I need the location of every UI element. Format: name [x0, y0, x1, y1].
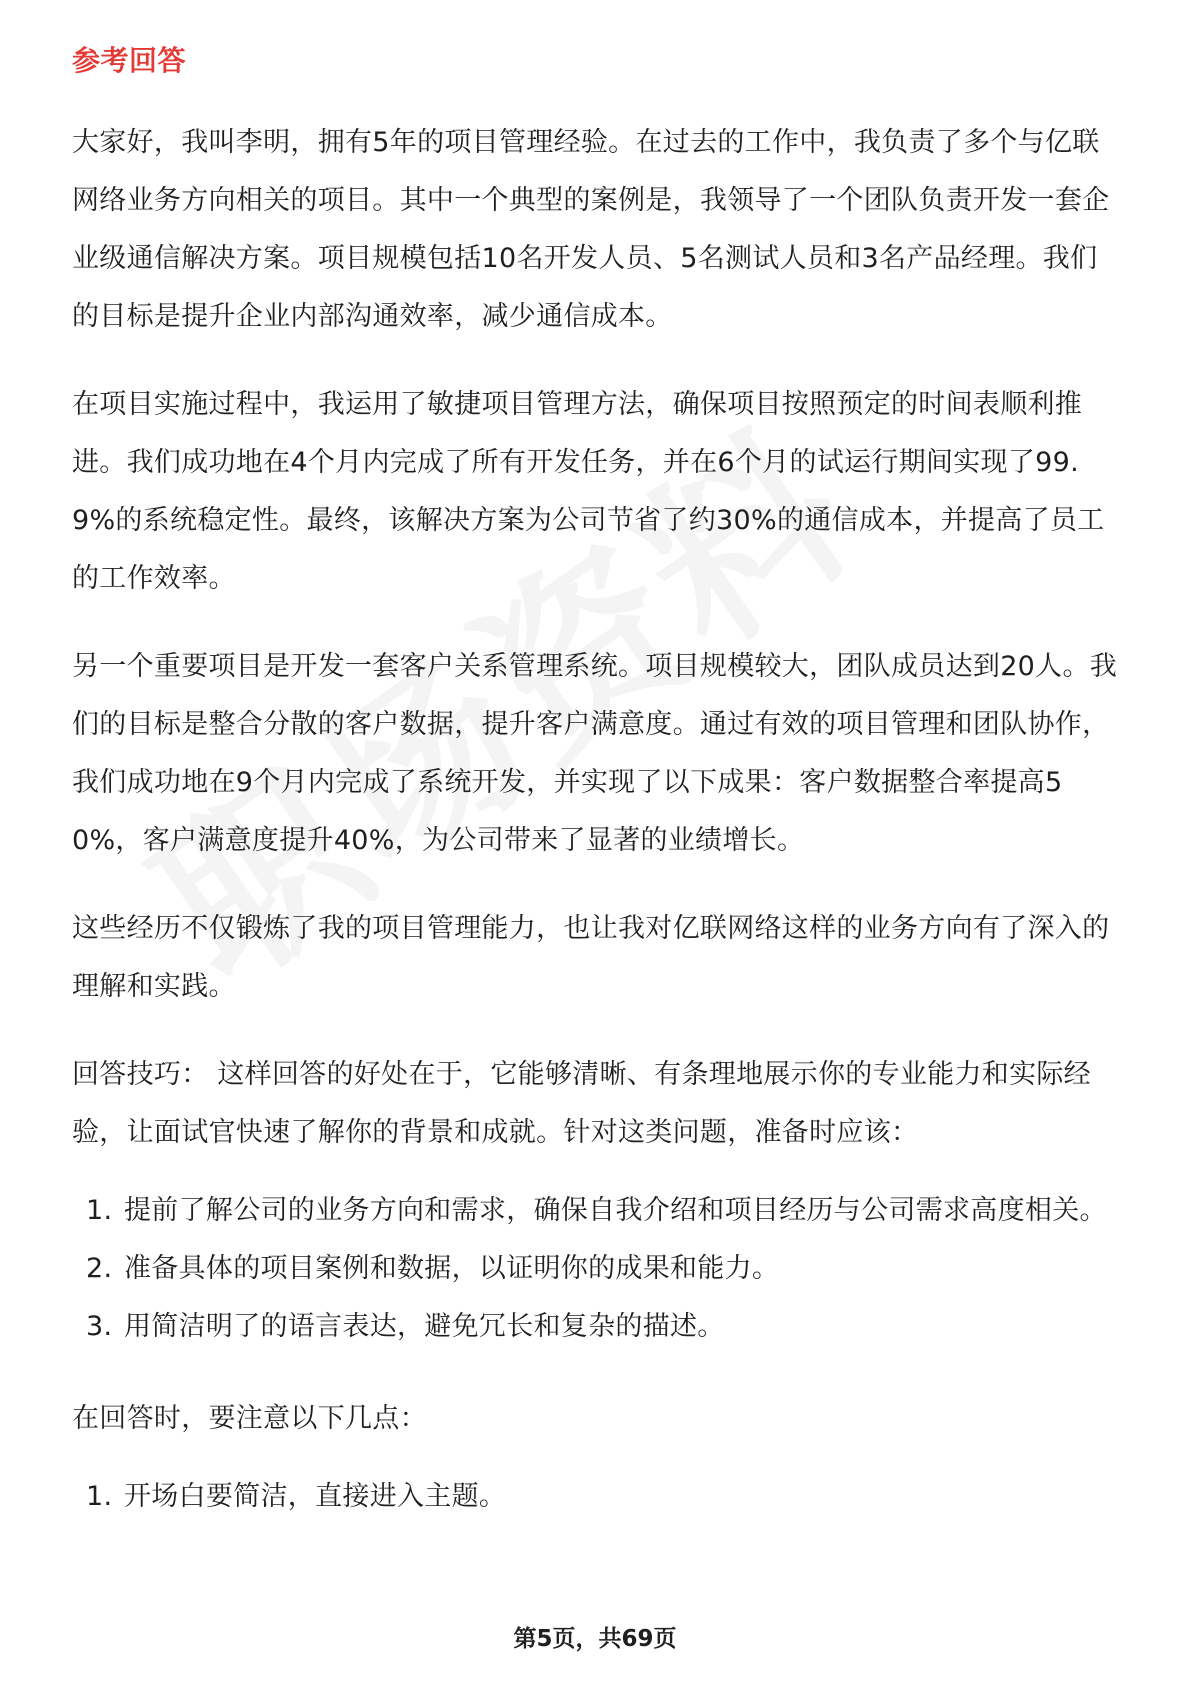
section-heading: 参考回答: [72, 44, 187, 77]
page-footer: 第5页，共69页: [513, 1626, 677, 1652]
list-text: 开场白要简洁，直接进入主题。: [124, 1480, 507, 1512]
list-item: [72, 1298, 1122, 1356]
list-text: 提前了解公司的业务方向和需求，确保自我介绍和项目经历与公司需求高度相关。: [124, 1194, 1107, 1226]
paragraph-tips: 回答技巧： 这样回答的好处在于，它能够清晰、有条理地展示你的专业能力和实际经验，让面试官快速了解你的背景和成就。针对这类问题，准备时应该：: [72, 1058, 1091, 1148]
paragraph-summary: 这些经历不仅锻炼了我的项目管理能力，也让我对亿联网络这样的业务方向有了深入的理解和实践。: [72, 912, 1110, 1002]
list-item: [72, 1182, 1122, 1240]
paragraph-introduction: 大家好，我叫李明，拥有5年的项目管理经验。在过去的工作中，我负责了多个与亿联网络业务方向相关的项目。其中一个典型的案例是，我领导了一个团队负责开发一套企业级通信解决方案。项目规模包括10名开发人员、5名测试人员和3名产品经理。我们的目标是提升企业内部沟通效率，减少通信成本。: [72, 126, 1110, 332]
paragraph-project-one: 在项目实施过程中，我运用了敏捷项目管理方法，确保项目按照预定的时间表顺利推进。我们成功地在4个月内完成了所有开发任务，并在6个月的试运行期间实现了99.9%的系统稳定性。最终，该解决方案为公司节省了约30%的通信成本，并提高了员工的工作效率。: [72, 388, 1105, 594]
notes-list: [72, 1468, 1122, 1526]
page-content: [72, 44, 1122, 1560]
list-number: 1.: [86, 1194, 113, 1226]
list-text: 准备具体的项目案例和数据，以证明你的成果和能力。: [124, 1252, 780, 1284]
list-text: 用简洁明了的语言表达，避免冗长和复杂的描述。: [124, 1310, 725, 1342]
list-number: 3.: [86, 1310, 113, 1342]
preparation-list: [72, 1182, 1122, 1356]
list-number: 2.: [86, 1252, 113, 1284]
list-item: [72, 1240, 1122, 1298]
list-item: [72, 1468, 1122, 1526]
paragraph-project-two: 另一个重要项目是开发一套客户关系管理系统。项目规模较大，团队成员达到20人。我们的目标是整合分散的客户数据，提升客户满意度。通过有效的项目管理和团队协作，我们成功地在9个月内完成了系统开发，并实现了以下成果：客户数据整合率提高50%，客户满意度提升40%，为公司带来了显著的业绩增长。: [72, 650, 1118, 856]
list-number: 1.: [86, 1480, 113, 1512]
paragraph-notice: 在回答时，要注意以下几点：: [72, 1402, 427, 1434]
